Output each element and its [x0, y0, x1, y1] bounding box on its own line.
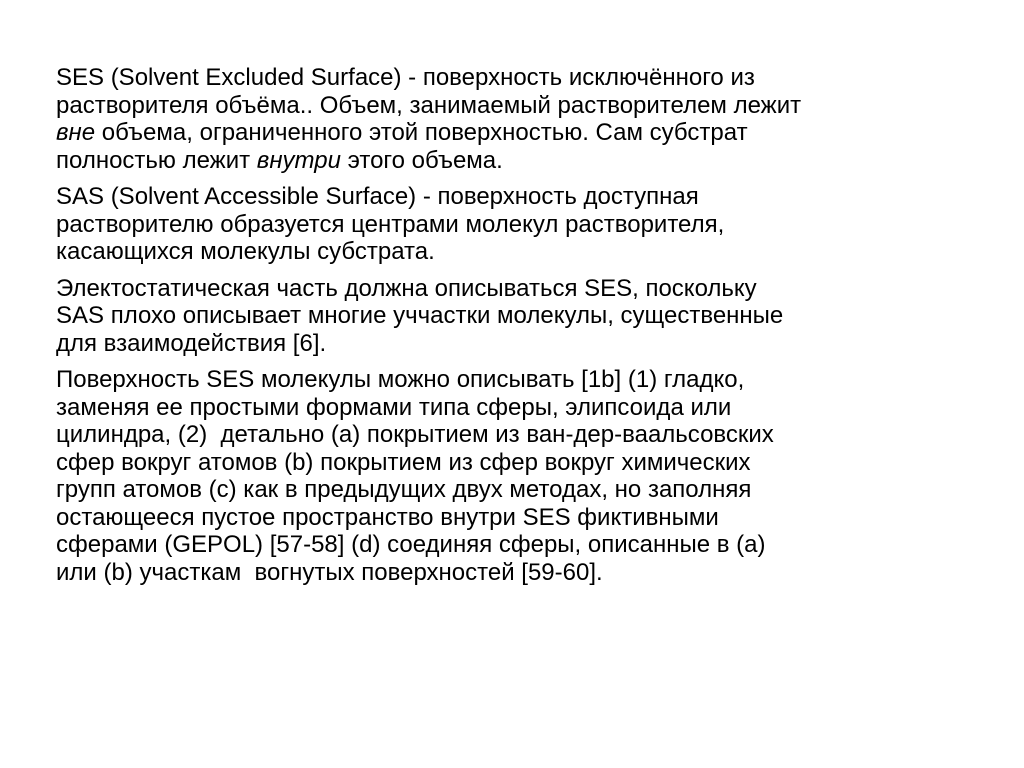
text-run: остающееся пустое пространство внутри SES фиктивными: [56, 503, 719, 531]
text-line: [56, 302, 956, 330]
text-line: [56, 531, 956, 559]
text-run: SAS плохо описывает многие уччастки молекулы, существенные: [56, 302, 784, 329]
text-run: Поверхность SES молекулы можно описывать [1b] (1) гладко,: [56, 366, 745, 393]
text-run: групп атомов (c) как в предыдущих двух методах, но заполняя: [56, 476, 752, 503]
text-line: [56, 330, 956, 358]
text-run: сферами (GEPOL) [57-58] (d) соединяя сферы, описанные в (a): [56, 531, 766, 558]
text-run: растворителя объёма.. Объем, занимаемый растворителем лежит: [56, 91, 802, 119]
text-line: [56, 147, 956, 175]
text-line: [56, 275, 956, 303]
text-run: для взаимодействия [6].: [56, 329, 327, 357]
text-line: [56, 183, 956, 211]
text-run: Электостатическая часть должна описываться SES, поскольку: [56, 274, 757, 302]
text-line: [56, 559, 956, 587]
text-run: полностью лежит: [56, 146, 257, 174]
text-line: [56, 238, 956, 266]
paragraph-4: [56, 366, 956, 586]
text-line: [56, 449, 956, 477]
italic-text-run: вне: [56, 119, 96, 146]
text-run: растворителю образуется центрами молекул растворителя,: [56, 210, 725, 238]
paragraph-2: [56, 183, 956, 266]
text-run: SES (Solvent Excluded Surface) - поверхность исключённого из: [56, 64, 755, 91]
text-run: цилиндра, (2) детально (a) покрытием из ван-дер-ваальсовских: [56, 421, 774, 448]
text-line: [56, 92, 956, 120]
text-run: касающихся молекулы субстрата.: [56, 238, 435, 265]
paragraph-1: [56, 64, 956, 174]
text-run: сфер вокруг атомов (b) покрытием из сфер вокруг химических: [56, 448, 751, 476]
text-line: [56, 211, 956, 239]
text-line: [56, 421, 956, 449]
text-line: [56, 366, 956, 394]
slide-body-text: [56, 64, 956, 595]
text-line: [56, 504, 956, 532]
italic-text-run: внутри: [256, 146, 341, 174]
text-line: [56, 394, 956, 422]
text-run: заменяя ее простыми формами типа сферы, элипсоида или: [56, 393, 732, 421]
text-line: [56, 64, 956, 92]
text-run: объема, ограниченного этой поверхностью. Сам субстрат: [95, 119, 748, 146]
text-run: SAS (Solvent Accessible Surface) - поверхность доступная: [56, 183, 699, 210]
text-run: этого объема.: [340, 146, 503, 174]
text-line: [56, 476, 956, 504]
text-line: [56, 119, 956, 147]
text-run: или (b) участкам вогнутых поверхностей [59-60].: [56, 558, 603, 586]
paragraph-3: [56, 275, 956, 358]
